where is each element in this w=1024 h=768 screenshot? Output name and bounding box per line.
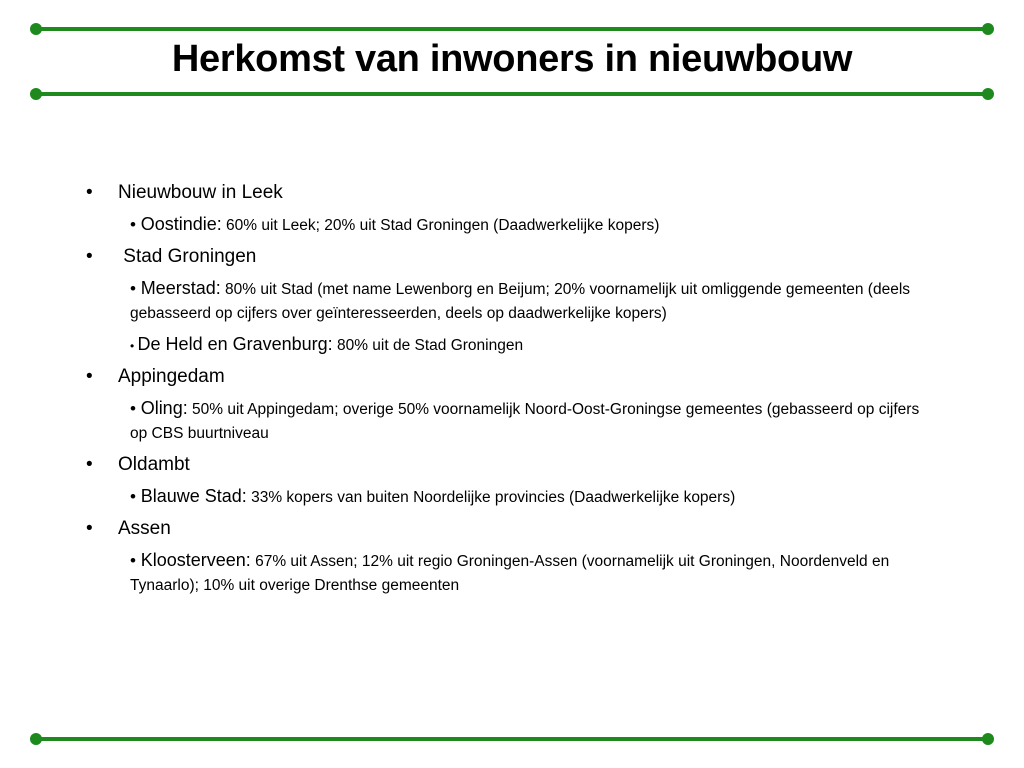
bullet-label: Stad Groningen bbox=[118, 246, 257, 267]
sub-bullet-item bbox=[130, 484, 930, 510]
project-name: Meerstad: bbox=[140, 278, 221, 298]
rule-end-dot bbox=[30, 733, 42, 745]
sub-bullet-item bbox=[130, 276, 930, 326]
rule-end-dot bbox=[30, 88, 42, 100]
project-description: 33% kopers van buiten Noordelijke provincies (Daadwerkelijke kopers) bbox=[246, 489, 736, 506]
sub-bullet-item bbox=[130, 212, 930, 238]
bullet-label: Assen bbox=[118, 518, 171, 539]
bullet-icon: • bbox=[86, 246, 93, 267]
sub-bullet-icon: • bbox=[130, 339, 138, 353]
project-description: 60% uit Leek; 20% uit Stad Groningen (Daadwerkelijke kopers) bbox=[221, 217, 660, 234]
bullet-icon: • bbox=[86, 366, 93, 387]
rule-end-dot bbox=[982, 88, 994, 100]
bullet-item bbox=[78, 516, 958, 542]
title-underline-rule bbox=[36, 92, 988, 96]
bullet-label: Oldambt bbox=[118, 454, 190, 475]
project-description: 67% uit Assen; 12% uit regio Groningen-Assen (voornamelijk uit Groningen, Noordenveld en Tynaarlo); 10% uit overige Drenthse gemeenten bbox=[130, 553, 890, 594]
sub-bullet-item bbox=[130, 396, 930, 446]
bullet-item bbox=[78, 364, 958, 390]
rule-end-dot bbox=[982, 23, 994, 35]
bullet-label: Appingedam bbox=[118, 366, 225, 387]
project-name: De Held en Gravenburg: bbox=[137, 334, 333, 354]
bullet-label: Nieuwbouw in Leek bbox=[118, 182, 283, 203]
sub-bullet-icon: • bbox=[130, 487, 141, 506]
bullet-icon: • bbox=[86, 182, 93, 203]
sub-bullet-icon: • bbox=[130, 551, 141, 570]
project-name: Kloosterveen: bbox=[140, 550, 251, 570]
bullet-item bbox=[78, 452, 958, 478]
sub-bullet-icon: • bbox=[130, 399, 141, 418]
bullet-item bbox=[78, 180, 958, 206]
bullet-icon: • bbox=[86, 518, 93, 539]
bullet-list bbox=[78, 180, 958, 604]
rule-end-dot bbox=[30, 23, 42, 35]
project-name: Oling: bbox=[140, 398, 188, 418]
bottom-rule bbox=[36, 737, 988, 741]
bullet-item bbox=[78, 244, 958, 270]
project-description: 80% uit de Stad Groningen bbox=[332, 337, 524, 354]
top-rule bbox=[36, 27, 988, 31]
sub-bullet-icon: • bbox=[130, 279, 141, 298]
project-name: Oostindie: bbox=[140, 214, 222, 234]
sub-bullet-icon: • bbox=[130, 215, 141, 234]
project-description: 50% uit Appingedam; overige 50% voornamelijk Noord-Oost-Groningse gemeentes (gebasseerd op cijfers op CBS buurtniveau bbox=[130, 401, 920, 442]
project-description: 80% uit Stad (met name Lewenborg en Beijum; 20% voornamelijk uit omliggende gemeenten (deels gebasseerd op cijfers over geïnteresseerden, deels op daadwerkelijke kopers) bbox=[130, 281, 911, 322]
bullet-icon: • bbox=[86, 454, 93, 475]
project-name: Blauwe Stad: bbox=[140, 486, 247, 506]
sub-bullet-item bbox=[130, 548, 930, 598]
sub-bullet-item bbox=[130, 332, 930, 358]
rule-end-dot bbox=[982, 733, 994, 745]
slide-title: Herkomst van inwoners in nieuwbouw bbox=[171, 38, 853, 80]
